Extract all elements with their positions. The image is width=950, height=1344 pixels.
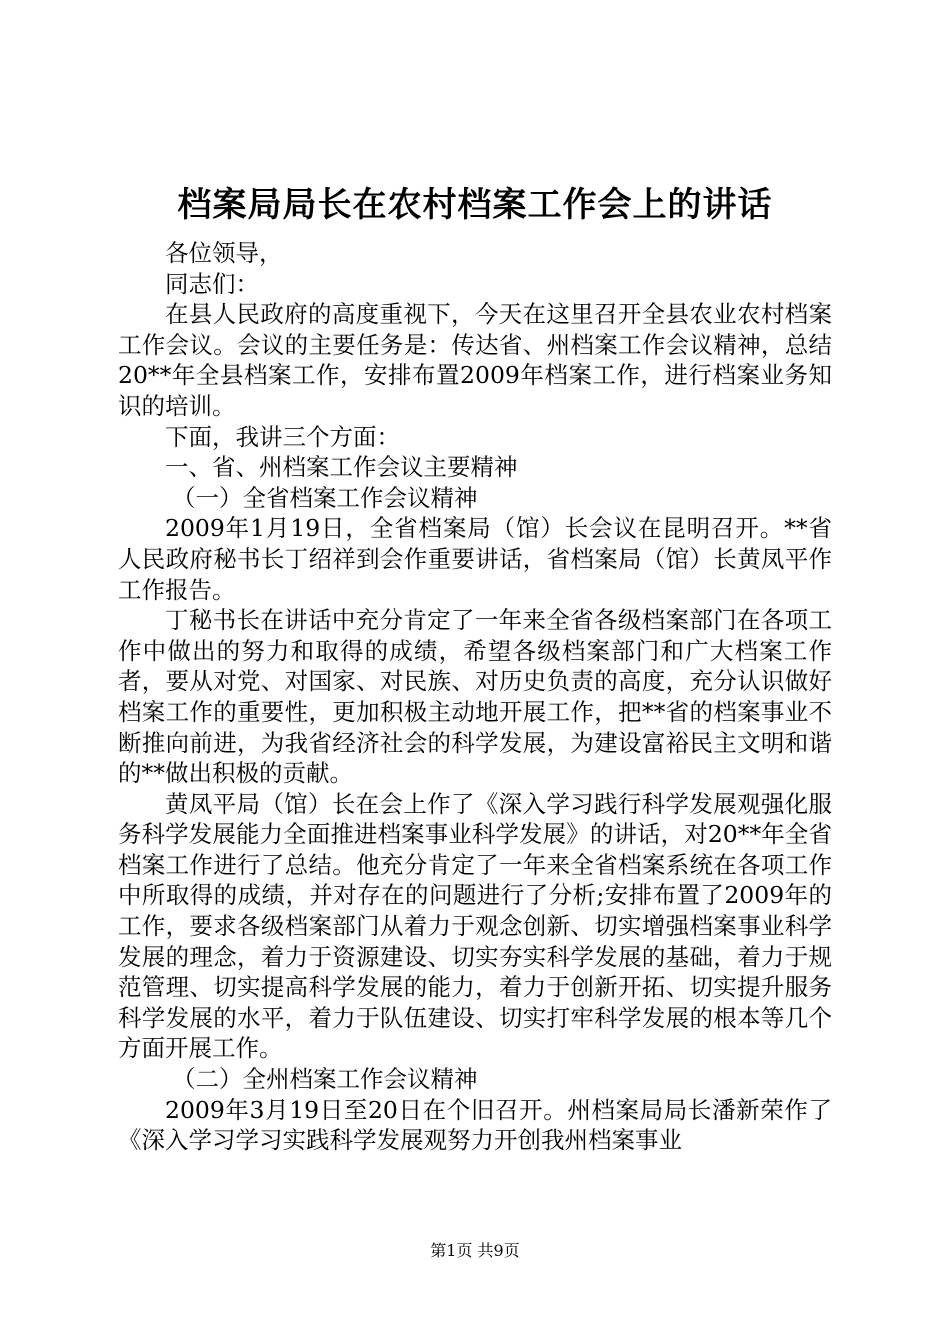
section-heading-1: 一、省、州档案工作会议主要精神 <box>165 453 518 482</box>
document-title: 档案局局长在农村档案工作会上的讲话 <box>177 185 773 225</box>
paragraph-outline: 下面，我讲三个方面： <box>165 422 400 451</box>
paragraph-intro: 在县人民政府的高度重视下，今天在这里召开全县农业农村档案工作会议。会议的主要任务是：传达省、州档案工作会议精神，总结20**年全县档案工作，安排布置2009年档案工作，进行档案业务知识的培训。 <box>118 300 832 420</box>
paragraph-prefecture-meeting: 2009年3月19日至20日在个旧召开。州档案局局长潘新荣作了《深入学习学习实践科学发展观努力开创我州档案事业 <box>118 1095 832 1155</box>
paragraph-greeting-leaders: 各位领导， <box>165 239 283 267</box>
page-footer: 第1页 共9页 <box>430 1241 520 1260</box>
subsection-heading-2: （二）全州档案工作会议精神 <box>172 1065 478 1094</box>
paragraph-director-report: 黄凤平局（馆）长在会上作了《深入学习践行科学发展观强化服务科学发展能力全面推进档案事业科学发展》的讲话，对20**年全省档案工作进行了总结。他充分肯定了一年来全省档案系统在各项工作中所取得的成绩，并对存在的问题进行了分析;安排布置了2009年的工作，要求各级档案部门从着力于观念创新、切实增强档案事业科学发展的理念，着力于资源建设、切实夯实科学发展的基础，着力于规范管理、切实提高科学发展的能力，着力于创新开拓、切实提升服务科学发展的水平，着力于队伍建设、切实打牢科学发展的根本等几个方面开展工作。 <box>118 789 832 1063</box>
paragraph-provincial-meeting: 2009年1月19日，全省档案局（馆）长会议在昆明召开。**省人民政府秘书长丁绍祥到会作重要讲话，省档案局（馆）长黄凤平作工作报告。 <box>118 514 832 604</box>
paragraph-greeting-comrades: 同志们： <box>165 269 259 298</box>
document-body <box>118 238 832 1156</box>
paragraph-secretary-speech: 丁秘书长在讲话中充分肯定了一年来全省各级档案部门在各项工作中做出的努力和取得的成绩，希望各级档案部门和广大档案工作者，要从对党、对国家、对民族、对历史负责的高度，充分认识做好档案工作的重要性，更加积极主动地开展工作，把**省的档案事业不断推向前进，为我省经济社会的科学发展，为建设富裕民主文明和谐的**做出积极的贡献。 <box>118 606 832 788</box>
subsection-heading-1: （一）全省档案工作会议精神 <box>172 483 478 512</box>
